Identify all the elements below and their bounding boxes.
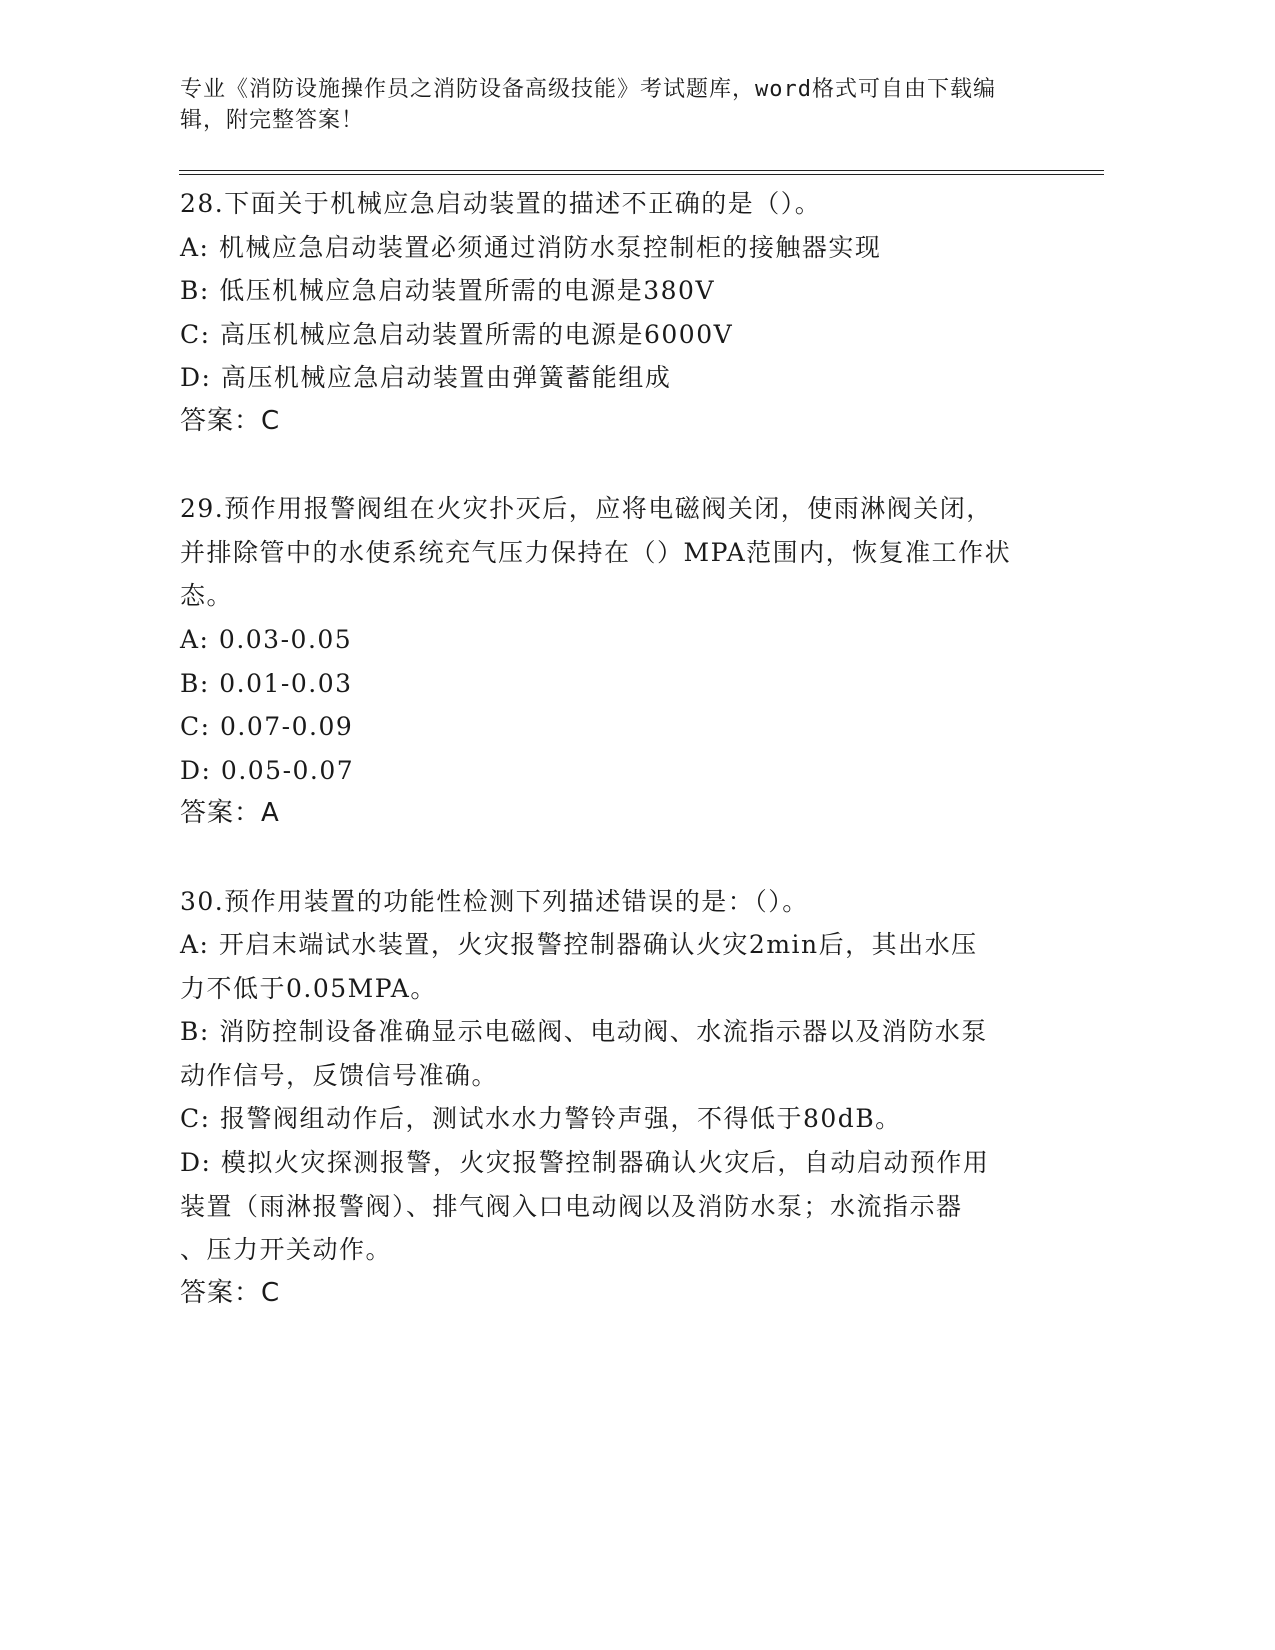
option-a-line-1: A: 开启末端试水装置，火灾报警控制器确认火灾2min后，其出水压 <box>180 930 978 960</box>
question-30 <box>180 880 1060 1316</box>
question-stem: 30.预作用装置的功能性检测下列描述错误的是：（）。 <box>180 886 809 916</box>
option-d-line-1: D: 模拟火灾探测报警，火灾报警控制器确认火灾后，自动启动预作用 <box>180 1148 990 1178</box>
answer: 答案：A <box>180 798 280 829</box>
option-a: A: 0.03-0.05 <box>180 624 353 654</box>
option-b-line-1: B: 消防控制设备准确显示电磁阀、电动阀、水流指示器以及消防水泵 <box>180 1017 988 1047</box>
header-divider-top <box>179 170 1104 171</box>
answer: 答案：C <box>180 405 281 436</box>
header-divider-bottom <box>179 174 1104 175</box>
question-list <box>180 182 1060 1359</box>
option-d: D: 高压机械应急启动装置由弹簧蓄能组成 <box>180 363 672 393</box>
option-c: C: 0.07-0.09 <box>180 712 354 742</box>
question-stem-line-2: 并排除管中的水使系统充气压力保持在（）MPA范围内，恢复准工作状 <box>180 537 1012 567</box>
option-a-line-2: 力不低于0.05MPA。 <box>180 973 437 1003</box>
header-line-1: 专业《消防设施操作员之消防设备高级技能》考试题库，word格式可自由下载编 <box>180 77 996 102</box>
answer: 答案：C <box>180 1277 281 1308</box>
option-b: B: 低压机械应急启动装置所需的电源是380V <box>180 276 716 306</box>
question-stem-line-1: 29.预作用报警阀组在火灾扑灭后，应将电磁阀关闭，使雨淋阀关闭， <box>180 494 993 524</box>
option-d-line-2: 装置（雨淋报警阀）、排气阀入口电动阀以及消防水泵；水流指示器 <box>180 1191 963 1221</box>
option-a: A: 机械应急启动装置必须通过消防水泵控制柜的接触器实现 <box>180 232 882 262</box>
option-c: C: 高压机械应急启动装置所需的电源是6000V <box>180 319 734 349</box>
option-d: D: 0.05-0.07 <box>180 755 355 785</box>
question-28 <box>180 182 1060 444</box>
option-d-line-3: 、压力开关动作。 <box>180 1235 393 1265</box>
header-line-2: 辑，附完整答案！ <box>180 108 365 133</box>
option-c: C: 报警阀组动作后，测试水水力警铃声强，不得低于80dB。 <box>180 1104 902 1134</box>
document-header <box>180 74 1040 136</box>
question-29 <box>180 487 1060 836</box>
question-stem-line-3: 态。 <box>180 581 234 611</box>
option-b-line-2: 动作信号，反馈信号准确。 <box>180 1060 499 1090</box>
question-stem: 28.下面关于机械应急启动装置的描述不正确的是（）。 <box>180 189 822 218</box>
option-b: B: 0.01-0.03 <box>180 668 353 698</box>
